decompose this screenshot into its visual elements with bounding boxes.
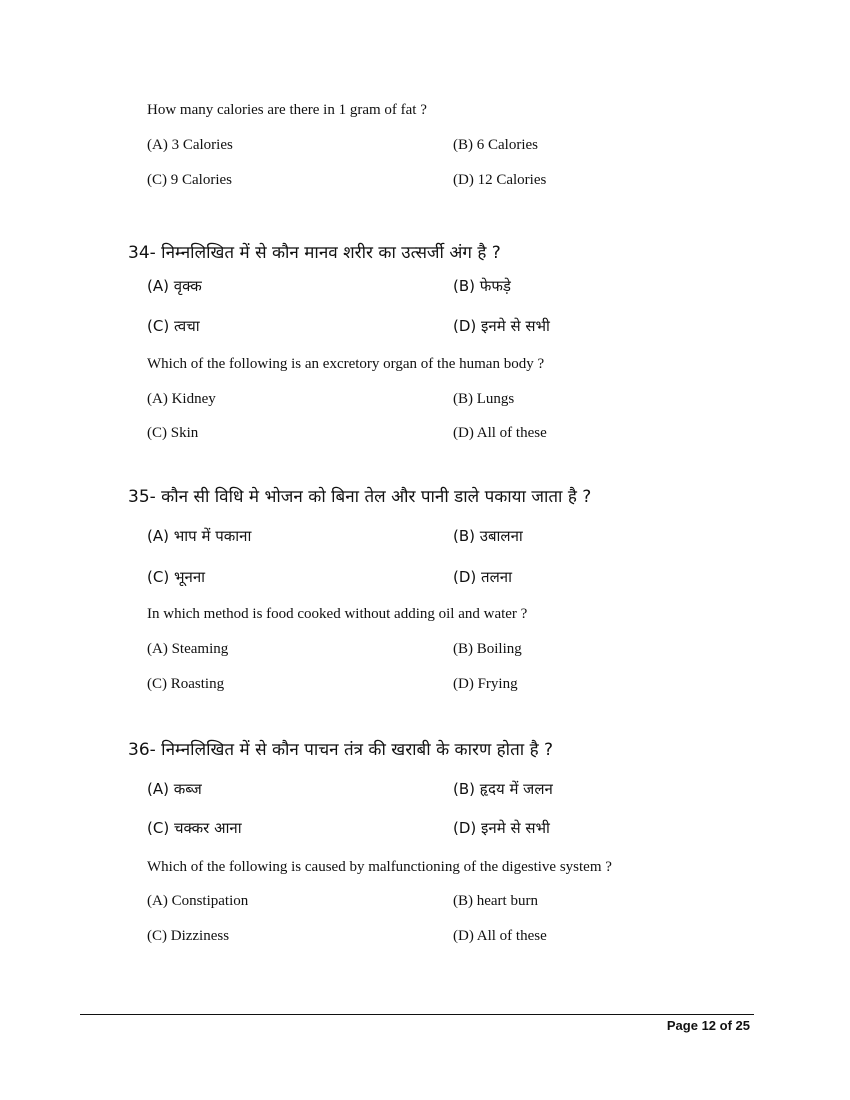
question-36-hindi-option-c: (C) चक्कर आना xyxy=(147,819,242,837)
question-33-option-d: (D) 12 Calories xyxy=(453,172,547,188)
question-34-option-c: (C) Skin xyxy=(147,425,199,441)
question-33-option-a: (A) 3 Calories xyxy=(147,137,233,153)
question-35-option-b: (B) Boiling xyxy=(453,641,522,657)
page-number: Page 12 of 25 xyxy=(666,1018,750,1033)
question-35-hindi-option-c: (C) भूनना xyxy=(147,568,206,586)
question-36-option-c: (C) Dizziness xyxy=(147,928,230,944)
question-35-option-a: (A) Steaming xyxy=(147,641,229,657)
question-34-text-english: Which of the following is an excretory organ of the human body ? xyxy=(147,356,545,372)
question-36-text-english: Which of the following is caused by malfunctioning of the digestive system ? xyxy=(147,859,612,875)
question-36-option-d: (D) All of these xyxy=(453,928,547,944)
question-35-option-d: (D) Frying xyxy=(453,676,518,692)
question-35-hindi-option-b: (B) उबालना xyxy=(453,527,523,545)
question-35-text-english: In which method is food cooked without adding oil and water ? xyxy=(147,606,528,622)
question-35-option-c: (C) Roasting xyxy=(147,676,225,692)
question-35-text-hindi: 35- कौन सी विधि मे भोजन को बिना तेल और पानी डाले पकाया जाता है ? xyxy=(128,487,592,507)
question-34-hindi-option-b: (B) फेफड़े xyxy=(453,277,511,295)
question-34-hindi-option-d: (D) इनमे से सभी xyxy=(453,317,550,335)
question-36-hindi-option-a: (A) कब्ज xyxy=(147,780,202,798)
question-34-option-a: (A) Kidney xyxy=(147,391,216,407)
question-34-option-d: (D) All of these xyxy=(453,425,547,441)
question-34-text-hindi: 34- निम्नलिखित में से कौन मानव शरीर का उत्सर्जी अंग है ? xyxy=(128,243,501,263)
question-34-hindi-option-c: (C) त्वचा xyxy=(147,317,200,335)
question-35-hindi-option-a: (A) भाप में पकाना xyxy=(147,527,252,545)
question-34-option-b: (B) Lungs xyxy=(453,391,515,407)
question-36-text-hindi: 36- निम्नलिखित में से कौन पाचन तंत्र की खराबी के कारण होता है ? xyxy=(128,740,554,760)
question-33-option-b: (B) 6 Calories xyxy=(453,137,538,153)
question-34-hindi-option-a: (A) वृक्क xyxy=(147,277,202,295)
question-36-option-a: (A) Constipation xyxy=(147,893,249,909)
question-33-option-c: (C) 9 Calories xyxy=(147,172,232,188)
question-36-option-b: (B) heart burn xyxy=(453,893,538,909)
question-33-text-english: How many calories are there in 1 gram of fat ? xyxy=(147,102,427,118)
question-36-hindi-option-b: (B) हृदय में जलन xyxy=(453,780,553,798)
question-36-hindi-option-d: (D) इनमे से सभी xyxy=(453,819,550,837)
question-35-hindi-option-d: (D) तलना xyxy=(453,568,512,586)
footer-divider xyxy=(80,1014,754,1015)
